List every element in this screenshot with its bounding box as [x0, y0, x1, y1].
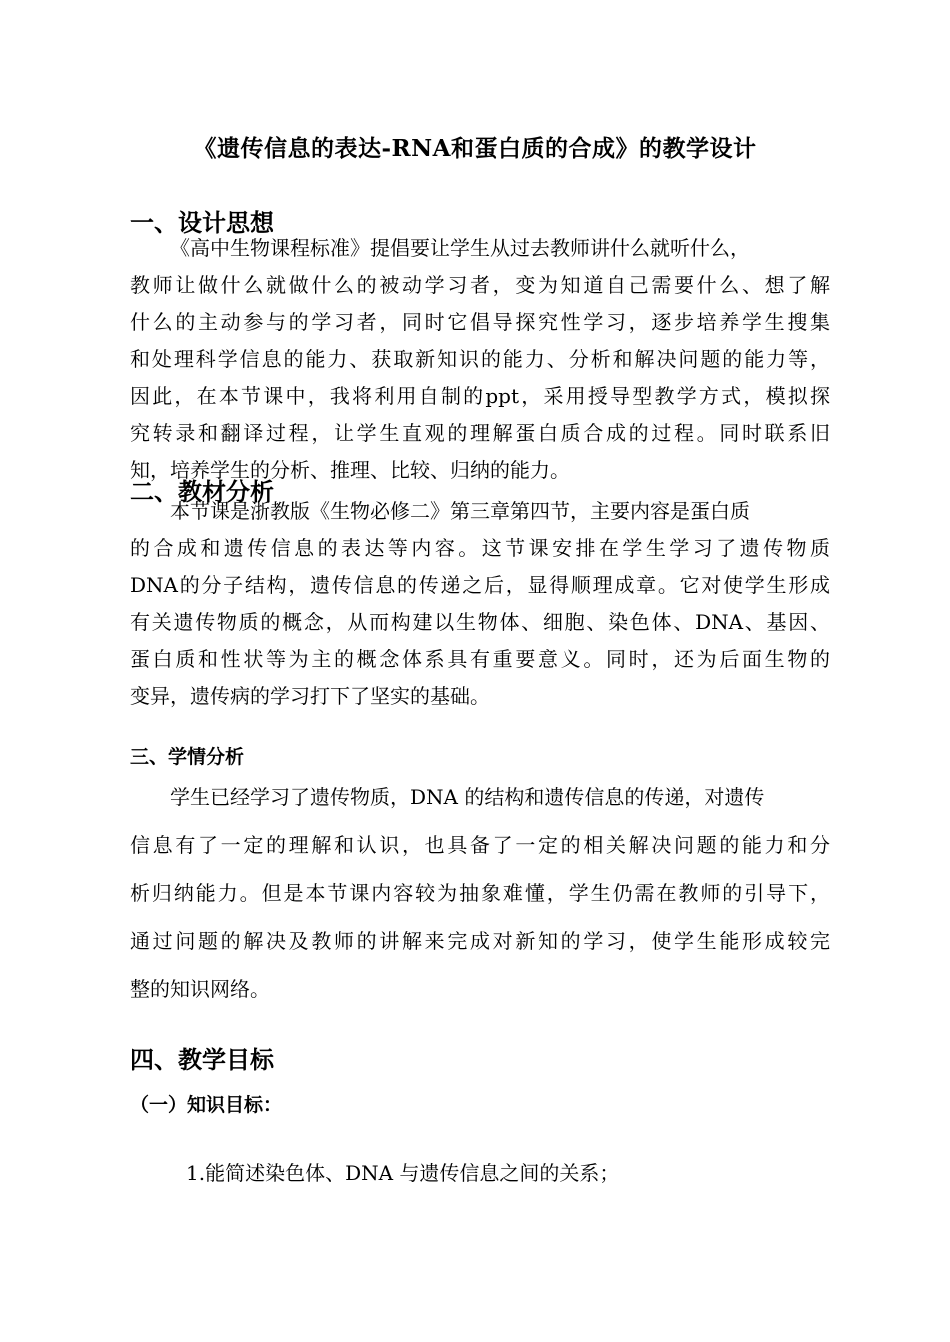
paragraph-line: 究转录和翻译过程，让学生直观的理解蛋白质合成的过程。同时联系旧: [130, 421, 830, 445]
section-body-design-idea: [130, 230, 830, 489]
paragraph-line: 信息有了一定的理解和认识，也具备了一定的相关解决问题的能力和分: [130, 833, 830, 857]
paragraph-line: 和处理科学信息的能力、获取新知识的能力、分析和解决问题的能力等，: [130, 347, 830, 371]
paragraph-line: 因此，在本节课中，我将利用自制的ppt，采用授导型教学方式，模拟探: [130, 384, 830, 408]
paragraph-line: 《高中生物课程标准》提倡要让学生从过去教师讲什么就听什么，: [170, 236, 750, 260]
paragraph-line: 有关遗传物质的概念，从而构建以生物体、细胞、染色体、DNA、基因、: [130, 610, 830, 634]
paragraph-line: 蛋白质和性状等为主的概念体系具有重要意义。同时，还为后面生物的: [130, 647, 830, 671]
paragraph-line: DNA的分子结构，遗传信息的传递之后，显得顺理成章。它对使学生形成: [130, 573, 830, 597]
paragraph-line: 通过问题的解决及教师的讲解来完成对新知的学习，使学生能形成较完: [130, 929, 830, 953]
paragraph-line: 学生已经学习了遗传物质，DNA 的结构和遗传信息的传递，对遗传: [170, 785, 765, 809]
section-heading-design-idea: 一、设计思想: [130, 208, 274, 237]
section-heading-learner-analysis: 三、学情分析: [130, 746, 245, 768]
subheading-knowledge-goals: （一）知识目标：: [130, 1094, 283, 1116]
paragraph-line: 本节课是浙教版《生物必修二》第三章第四节，主要内容是蛋白质: [170, 499, 750, 523]
paragraph-line: 整的知识网络。: [130, 977, 270, 1001]
document-title: 《遗传信息的表达-RNA和蛋白质的合成》的教学设计: [193, 135, 757, 162]
section-heading-teaching-goals: 四、教学目标: [130, 1045, 274, 1074]
paragraph-line: 析归纳能力。但是本节课内容较为抽象难懂，学生仍需在教师的引导下，: [130, 881, 830, 905]
paragraph-line: 教师让做什么就做什么的被动学习者，变为知道自己需要什么、想了解: [130, 273, 830, 297]
paragraph-line: 的合成和遗传信息的表达等内容。这节课安排在学生学习了遗传物质: [130, 536, 830, 560]
paragraph-line: 变异，遗传病的学习打下了坚实的基础。: [130, 684, 490, 708]
section-body-learner-analysis: [130, 773, 830, 1013]
paragraph-line: 知，培养学生的分析、推理、比较、归纳的能力。: [130, 458, 570, 482]
section-body-material-analysis: [130, 493, 830, 715]
list-item: 1.能简述染色体、DNA 与遗传信息之间的关系；: [186, 1161, 620, 1185]
section-heading-material-analysis: 二、教材分析: [130, 477, 274, 506]
paragraph-line: 什么的主动参与的学习者，同时它倡导探究性学习，逐步培养学生搜集: [130, 310, 830, 334]
